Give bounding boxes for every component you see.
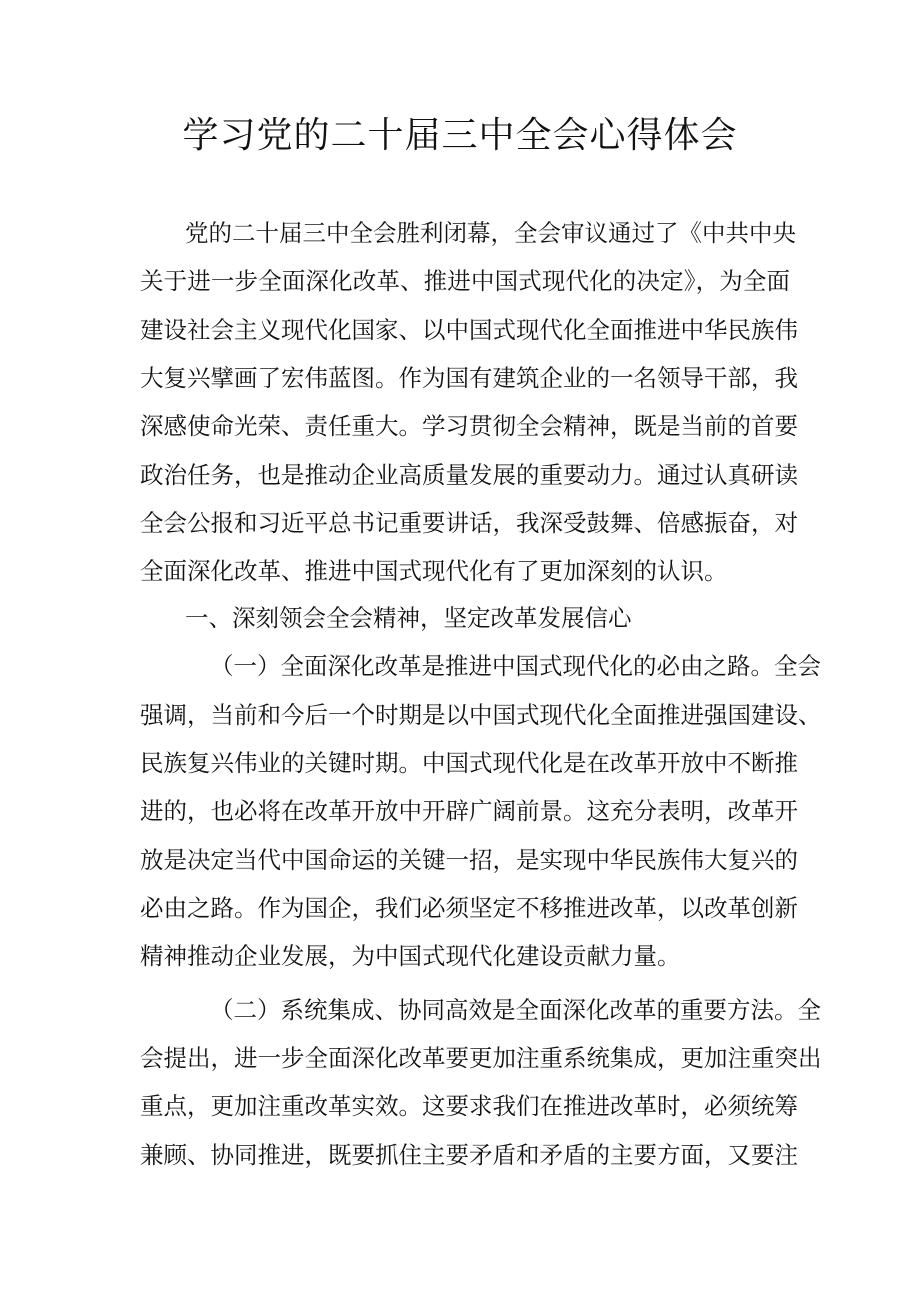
subsection-2-line-4: 兼顾、协同推进，既要抓住主要矛盾和矛盾的主要方面，又要注 [140,1141,798,1169]
paragraph-line-5: 深感使命光荣、责任重大。学习贯彻全会精神，既是当前的首要 [140,412,798,440]
subsection-line-7: 精神推动企业发展，为中国式现代化建设贡献力量。 [140,942,681,970]
subsection-line-2: 强调，当前和今后一个时期是以中国式现代化全面推进强国建设、 [140,701,822,729]
subsection-2-line-3: 重点，更加注重改革实效。这要求我们在推进改革时，必须统筹 [140,1092,798,1120]
paragraph-line-2: 关于进一步全面深化改革、推进中国式现代化的决定》，为全面 [140,267,790,295]
subsection-line-3: 民族复兴伟业的关键时期。中国式现代化是在改革开放中不断推 [140,749,798,777]
subsection-2-line-1: （二）系统集成、协同高效是全面深化改革的重要方法。全 [210,996,821,1024]
paragraph-line-7: 全会公报和习近平总书记重要讲话，我深受鼓舞、倍感振奋，对 [140,509,798,537]
section-heading-1: 一、深刻领会全会精神，坚定改革发展信心 [185,604,632,632]
paragraph-line-6: 政治任务，也是推动企业高质量发展的重要动力。通过认真研读 [140,461,798,489]
subsection-2-line-2: 会提出，进一步全面深化改革要更加注重系统集成，更加注重突出 [140,1044,822,1072]
subsection-line-6: 必由之路。作为国企，我们必须坚定不移推进改革，以改革创新 [140,894,798,922]
document-title: 学习党的二十届三中全会心得体会 [182,115,738,156]
paragraph-line-4: 大复兴擘画了宏伟蓝图。作为国有建筑企业的一名领导干部，我 [140,364,798,392]
paragraph-line-1: 党的二十届三中全会胜利闭幕，全会审议通过了《中共中央 [185,219,796,247]
subsection-line-1: （一）全面深化改革是推进中国式现代化的必由之路。全会 [210,652,821,680]
subsection-line-5: 放是决定当代中国命运的关键一招，是实现中华民族伟大复兴的 [140,846,798,874]
paragraph-line-3: 建设社会主义现代化国家、以中国式现代化全面推进中华民族伟 [140,316,798,344]
paragraph-line-8: 全面深化改革、推进中国式现代化有了更加深刻的认识。 [140,557,728,585]
subsection-line-4: 进的，也必将在改革开放中开辟广阔前景。这充分表明，改革开 [140,797,798,825]
